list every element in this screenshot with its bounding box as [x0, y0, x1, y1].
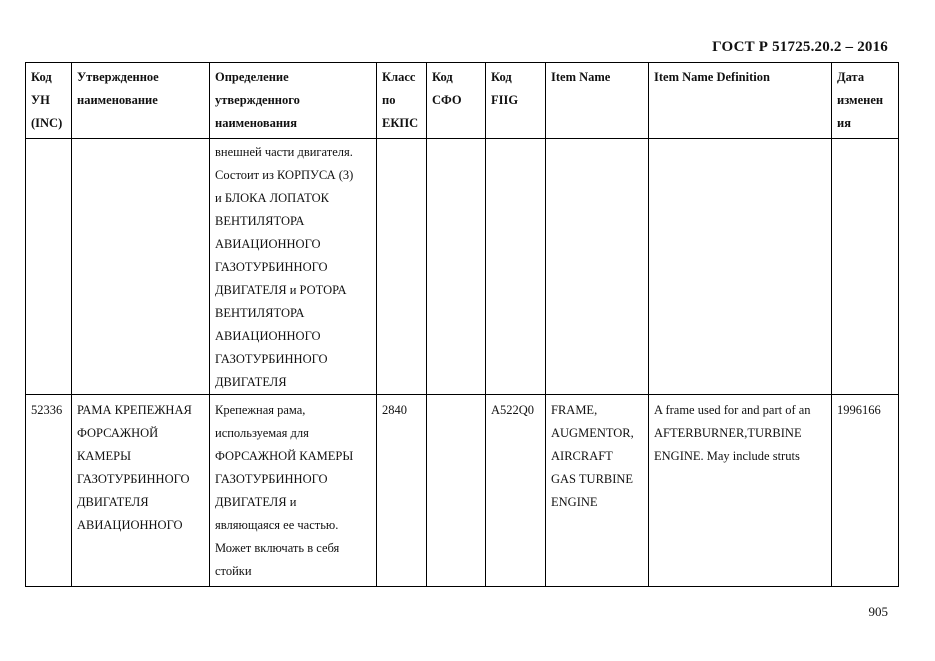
cell-approved-name: РАМА КРЕПЕЖНАЯ ФОРСАЖНОЙ КАМЕРЫ ГАЗОТУРБИННОГО ДВИГАТЕЛЯ АВИАЦИОННОГО [72, 395, 210, 587]
table-row [26, 395, 899, 587]
page-number: 905 [868, 604, 888, 619]
cell-fiig-code: A522Q0 [486, 395, 546, 587]
cell-item-name: FRAME, AUGMENTOR, AIRCRAFT GAS TURBINE ENGINE [546, 395, 649, 587]
cell-fiig-code [486, 139, 546, 395]
document-standard-header: ГОСТ Р 51725.20.2 – 2016 [712, 39, 888, 55]
header-fiig-code: Код FIIG [486, 63, 546, 139]
cell-approved-name [72, 139, 210, 395]
cell-sfo-code [427, 395, 486, 587]
table-header-row [26, 63, 899, 139]
cell-definition: Крепежная рама, используемая для ФОРСАЖНОЙ КАМЕРЫ ГАЗОТУРБИННОГО ДВИГАТЕЛЯ и являющаяся ее частью. Может включать в себя стойки [210, 395, 377, 587]
cell-change-date [832, 139, 899, 395]
cell-change-date: 1996166 [832, 395, 899, 587]
cell-ekps-class: 2840 [377, 395, 427, 587]
cell-ekps-class [377, 139, 427, 395]
cell-inc: 52336 [26, 395, 72, 587]
table-row [26, 139, 899, 395]
cell-sfo-code [427, 139, 486, 395]
cell-item-name-definition [649, 139, 832, 395]
header-item-name: Item Name [546, 63, 649, 139]
header-change-date: Дата изменен ия [832, 63, 899, 139]
cell-definition: внешней части двигателя. Состоит из КОРПУСА (3) и БЛОКА ЛОПАТОК ВЕНТИЛЯТОРА АВИАЦИОННОГО ГАЗОТУРБИННОГО ДВИГАТЕЛЯ и РОТОРА ВЕНТИЛЯТОРА АВИАЦИОННОГО ГАЗОТУРБИННОГО ДВИГАТЕЛЯ [210, 139, 377, 395]
header-approved-name: Утвержденное наименование [72, 63, 210, 139]
header-sfo-code: Код СФО [427, 63, 486, 139]
catalog-table [25, 62, 899, 587]
cell-item-name [546, 139, 649, 395]
header-ekps-class: Класс по ЕКПС [377, 63, 427, 139]
cell-item-name-definition: A frame used for and part of an AFTERBURNER,TURBINE ENGINE. May include struts [649, 395, 832, 587]
header-definition: Определение утвержденного наименования [210, 63, 377, 139]
header-inc-code: Код УН (INC) [26, 63, 72, 139]
cell-inc [26, 139, 72, 395]
header-item-name-definition: Item Name Definition [649, 63, 832, 139]
